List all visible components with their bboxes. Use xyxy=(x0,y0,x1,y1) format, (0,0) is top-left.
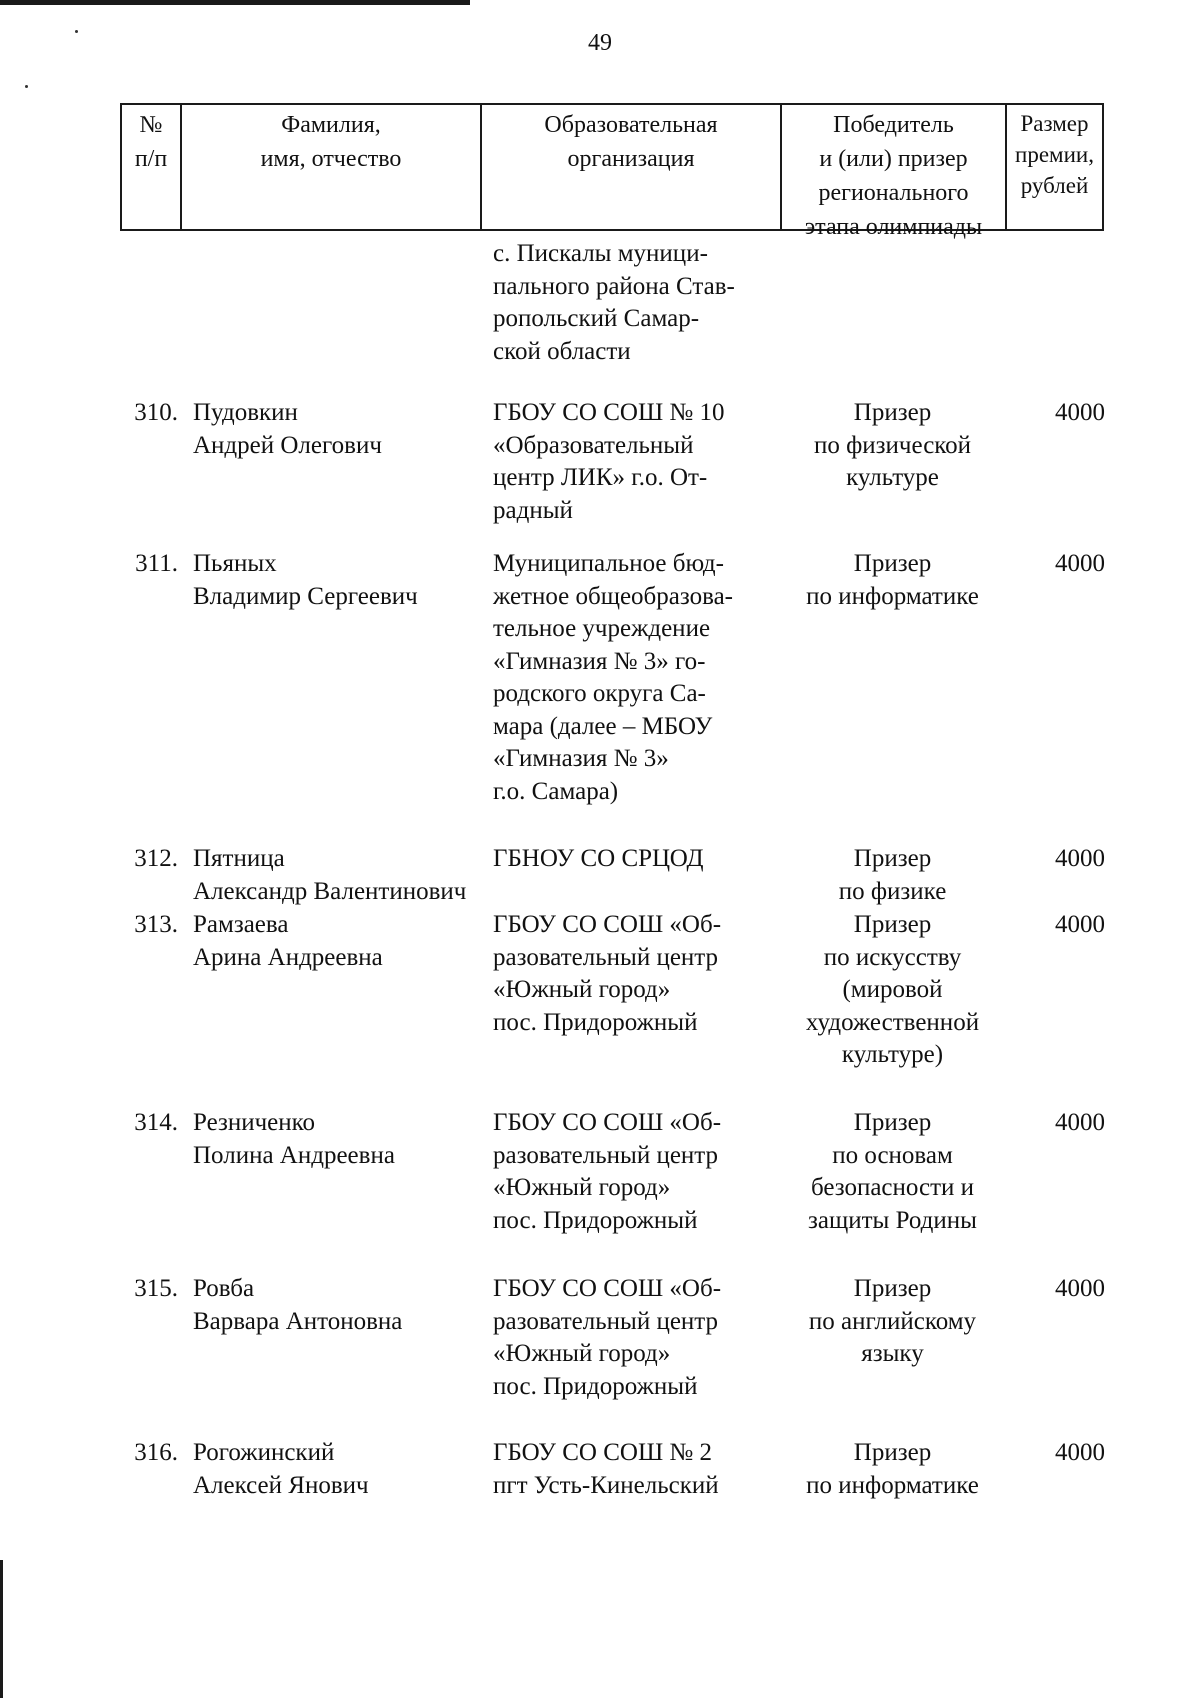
prize-cell: 4000 xyxy=(1055,845,1105,872)
prize-cell: 4000 xyxy=(1055,1439,1105,1466)
header-organization: Образовательная организация xyxy=(480,105,780,229)
organization-cell: с. Пискалы муници- пального района Став- ропольский Самар- ской области xyxy=(493,240,735,365)
row-number: 314. xyxy=(134,1109,178,1136)
prize-cell: 4000 xyxy=(1055,911,1105,938)
organization-cell: ГБОУ СО СОШ № 2 пгт Усть-Кинельский xyxy=(493,1439,719,1499)
row-number: 313. xyxy=(134,911,178,938)
organization-cell: Муниципальное бюд- жетное общеобразова- тельное учреждение «Гимназия № 3» го- родского округа Са- мара (далее – МБОУ «Гимназия № 3» г.о. Самара) xyxy=(493,550,734,805)
award-cell: Призер по английскому языку xyxy=(808,1275,977,1367)
organization-cell: ГБОУ СО СОШ «Об- разовательный центр «Южный город» пос. Придорожный xyxy=(493,1109,722,1234)
award-cell: Призер по физической культуре xyxy=(813,399,972,491)
header-prize: Размер премии, рублей xyxy=(1005,105,1102,229)
prize-cell: 4000 xyxy=(1055,399,1105,426)
page-number: 49 xyxy=(588,30,612,56)
row-number: 316. xyxy=(134,1439,178,1466)
organization-cell: ГБОУ СО СОШ «Об- разовательный центр «Южный город» пос. Придорожный xyxy=(493,911,722,1036)
row-number: 310. xyxy=(134,399,178,426)
person-name: Пьяных Владимир Сергеевич xyxy=(193,550,418,610)
organization-cell: ГБОУ СО СОШ № 10 «Образовательный центр ЛИК» г.о. От- радный xyxy=(493,399,725,524)
award-cell: Призер по информатике xyxy=(806,1439,979,1499)
person-name: Рогожинский Алексей Янович xyxy=(193,1439,369,1499)
scan-edge-top xyxy=(0,0,470,5)
award-cell: Призер по физике xyxy=(838,845,947,905)
prize-cell: 4000 xyxy=(1055,1275,1105,1302)
header-award: Победитель и (или) призер регионального этапа олимпиады xyxy=(780,105,1005,229)
person-name: Рамзаева Арина Андреевна xyxy=(193,911,383,971)
award-cell: Призер по искусству (мировой художественной культуре) xyxy=(805,911,980,1068)
header-name: Фамилия, имя, отчество xyxy=(180,105,480,229)
organization-cell: ГБОУ СО СОШ «Об- разовательный центр «Южный город» пос. Придорожный xyxy=(493,1275,722,1400)
row-number: 315. xyxy=(134,1275,178,1302)
person-name: Пудовкин Андрей Олегович xyxy=(193,399,382,459)
award-cell: Призер по информатике xyxy=(806,550,979,610)
prize-cell: 4000 xyxy=(1055,1109,1105,1136)
header-number: № п/п xyxy=(134,112,168,172)
scan-speck xyxy=(25,85,28,88)
organization-cell: ГБНОУ СО СРЦОД xyxy=(493,845,704,872)
person-name: Резниченко Полина Андреевна xyxy=(193,1109,395,1169)
table-header xyxy=(120,103,1104,240)
person-name: Пятница Александр Валентинович xyxy=(193,845,467,905)
scan-edge-left xyxy=(0,1560,3,1698)
person-name: Ровба Варвара Антоновна xyxy=(193,1275,403,1335)
row-number: 311. xyxy=(135,550,178,577)
award-cell: Призер по основам безопасности и защиты Родины xyxy=(808,1109,977,1234)
prize-cell: 4000 xyxy=(1055,550,1105,577)
row-number: 312. xyxy=(134,845,178,872)
